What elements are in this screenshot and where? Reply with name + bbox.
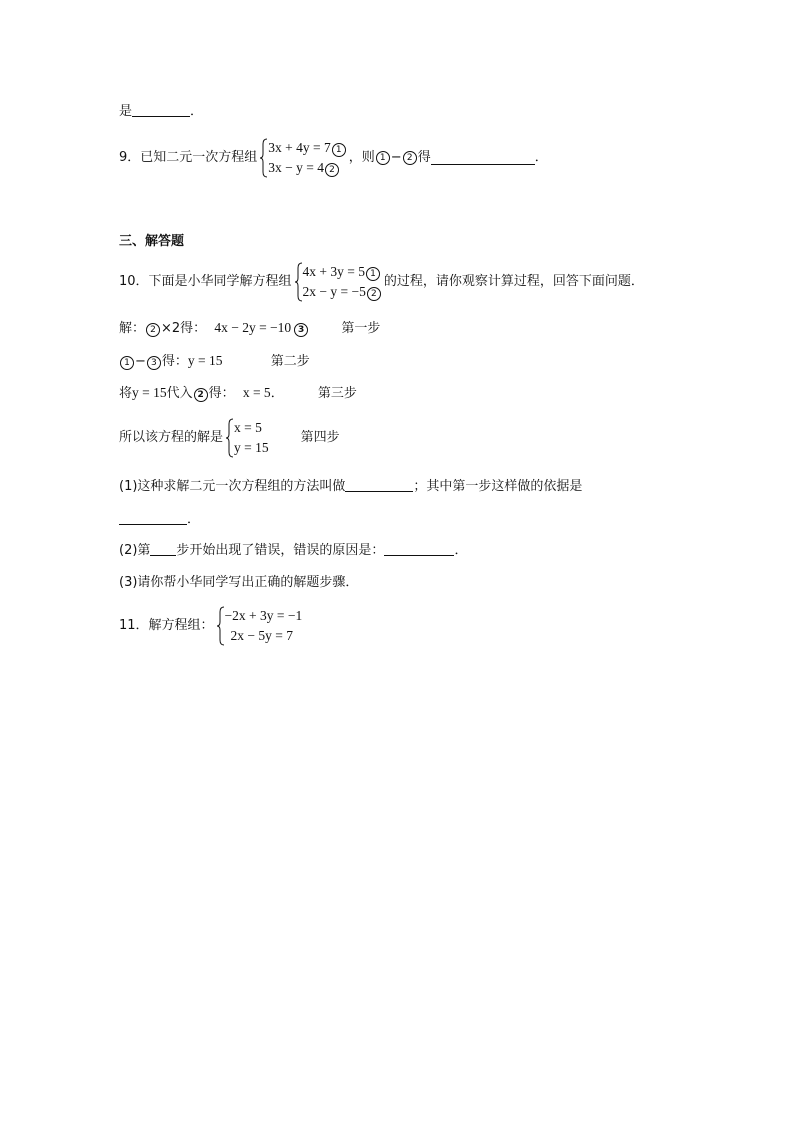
answer-blank[interactable]	[150, 543, 176, 556]
q10-step-4: 所以该方程的解是 x = 5 y = 15 第四步	[119, 418, 340, 460]
section-heading: 三、解答题	[119, 234, 185, 249]
circled-number-icon: 1	[366, 267, 380, 281]
circled-number-icon: 1	[120, 356, 134, 370]
q10-suffix: 的过程，请你观察计算过程，回答下面问题．	[383, 274, 644, 289]
solution-y: y = 15	[234, 440, 269, 455]
q10-equation-2: 2x − y = −5 2	[303, 282, 382, 302]
step-3-result: x = 5	[242, 385, 271, 400]
question-10	[119, 262, 644, 304]
q11-prefix: 11．解方程组：	[119, 618, 214, 633]
q9-op: −	[390, 150, 402, 165]
question-9	[119, 138, 548, 180]
answer-blank[interactable]	[345, 479, 413, 492]
q10-equation-1: 4x + 3y = 5 1	[303, 262, 382, 282]
q10-equation-system	[294, 262, 382, 302]
q9-equation-system	[259, 138, 346, 178]
answer-blank[interactable]	[384, 543, 454, 556]
step-tag: 第三步	[317, 386, 357, 401]
q10-step-3: 将y = 15代入 2 得： x = 5． 第三步	[119, 385, 357, 401]
brace-icon	[294, 262, 303, 302]
q9-mid: ，则	[348, 150, 375, 165]
question-11	[119, 606, 304, 648]
q11-equation-system	[216, 606, 303, 646]
q10-sub-1-continued: ．	[119, 510, 200, 530]
q9-suffix: 得	[417, 150, 431, 165]
circled-number-icon: 3	[147, 356, 161, 370]
q11-equation-1: −2x + 3y = −1	[224, 608, 303, 623]
q9-end: ．	[534, 150, 548, 165]
answer-blank[interactable]	[431, 152, 535, 165]
brace-icon	[216, 606, 225, 646]
q8-tail-end: ．	[190, 104, 204, 119]
step-3-expression: y = 15	[132, 385, 167, 400]
brace-icon	[259, 138, 268, 178]
answer-blank[interactable]	[132, 104, 190, 117]
q8-tail-line	[119, 102, 203, 122]
circled-number-icon: 1	[332, 143, 346, 157]
circled-number-icon: 2	[403, 151, 417, 165]
q9-prefix: 9．已知二元一次方程组	[119, 150, 258, 165]
q9-equation-1: 3x + 4y = 7 1	[268, 138, 346, 158]
answer-blank[interactable]	[119, 512, 187, 525]
circled-number-icon: 2	[367, 287, 381, 301]
brace-icon	[225, 418, 234, 458]
q10-solution-system	[225, 418, 269, 458]
step-tag: 第一步	[341, 321, 381, 336]
q9-equation-2: 3x − y = 4 2	[268, 158, 346, 178]
circled-number-icon: 2	[146, 323, 160, 337]
q10-step-1: 解： 2 ×2得： 4x − 2y = −10 3 第一步	[119, 320, 381, 336]
circled-number-icon: 2	[325, 163, 339, 177]
q10-sub-3: (3)请你帮小华同学写出正确的解题步骤．	[119, 575, 359, 590]
step-1-expression: 4x − 2y = −10	[214, 320, 292, 335]
step-tag: 第二步	[270, 354, 310, 369]
circled-number-icon: 2	[194, 388, 208, 402]
q10-step-2: 1 − 3 得：y = 15 第二步	[119, 351, 310, 372]
q8-tail-text: 是	[119, 104, 133, 119]
q10-sub-1: (1)这种求解二元一次方程组的方法叫做 ；其中第一步这样做的依据是	[119, 479, 583, 494]
q10-sub-2: (2)第 步开始出现了错误，错误的原因是： ．	[119, 543, 468, 558]
step-tag: 第四步	[300, 430, 340, 445]
circled-number-icon: 3	[294, 323, 308, 337]
circled-number-icon: 1	[376, 151, 390, 165]
q11-equation-2: 2x − 5y = 7	[230, 628, 294, 643]
step-2-expression: y = 15	[187, 353, 223, 368]
q10-prefix: 10．下面是小华同学解方程组	[119, 274, 292, 289]
solution-x: x = 5	[234, 420, 262, 435]
